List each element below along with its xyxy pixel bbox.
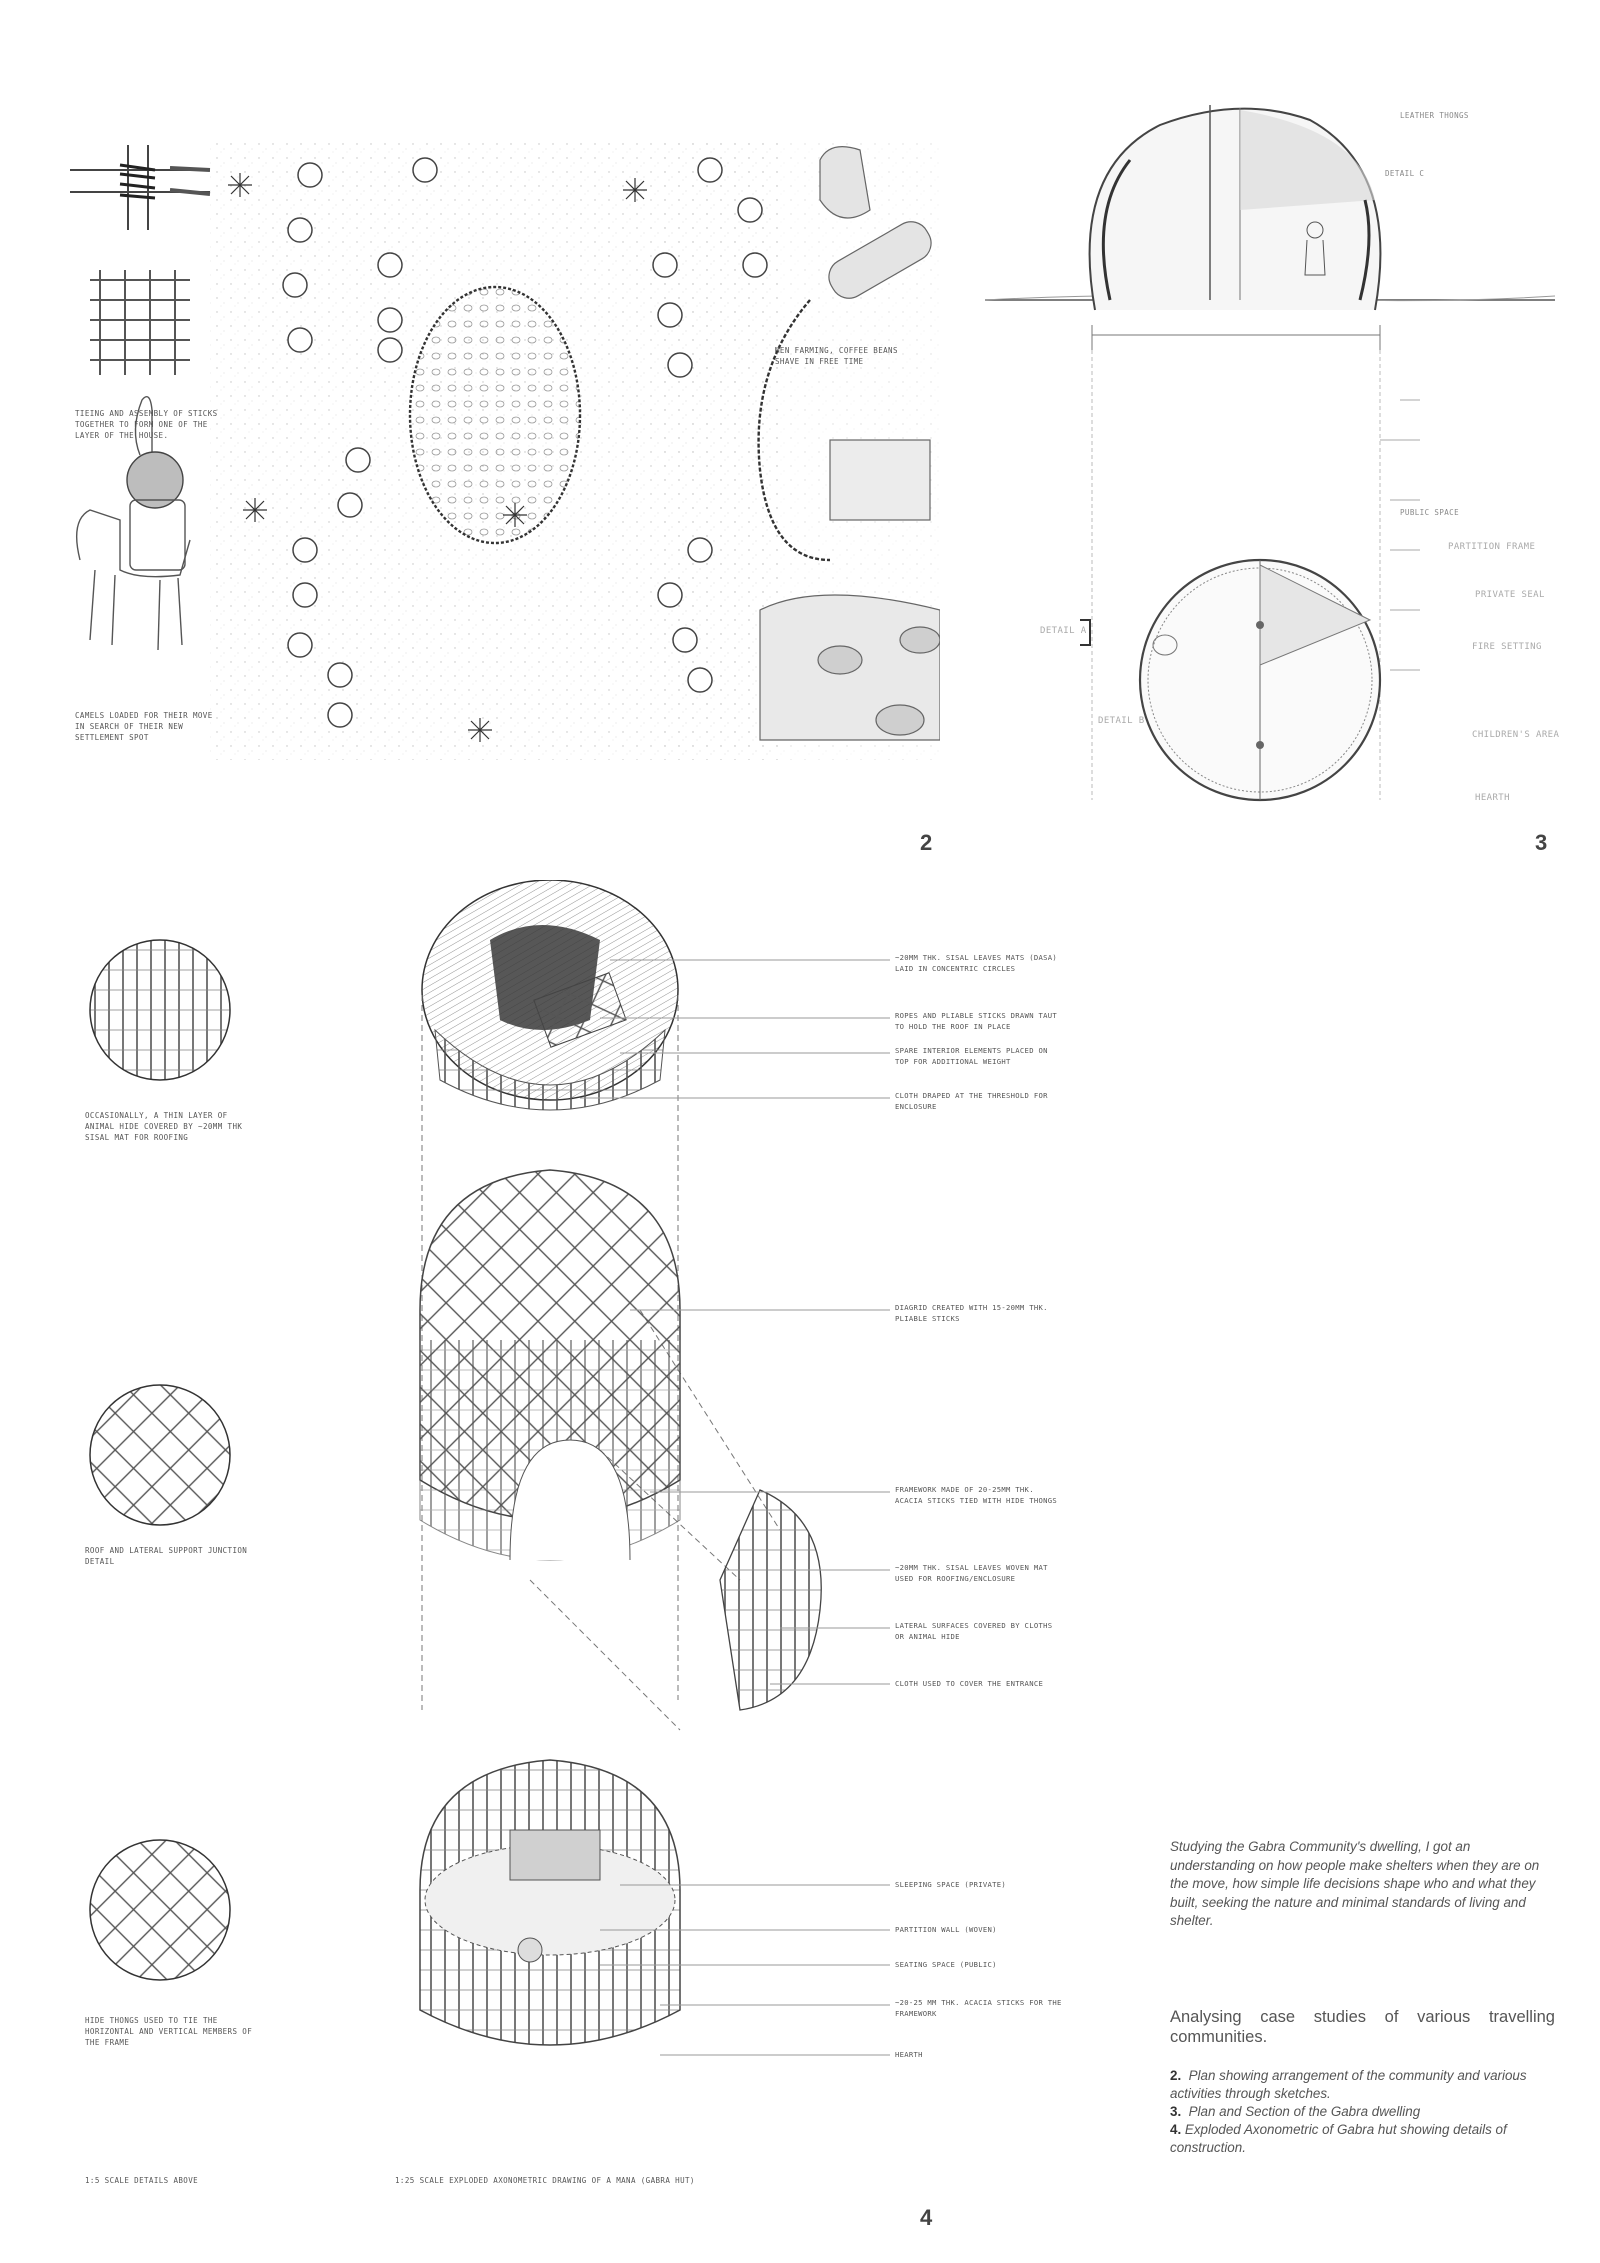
callout-spare-elements: SPARE INTERIOR ELEMENTS PLACED ON TOP FOR ADDITIONAL WEIGHT [895,1046,1048,1066]
callout-partition-wall: PARTITION WALL (WOVEN) [895,1925,997,1934]
legend-num: 4. [1170,2122,1182,2137]
camel-note: CAMELS LOADED FOR THEIR MOVE IN SEARCH OF THEIR NEW SETTLEMENT SPOT [75,711,213,742]
panel-4-exploded-axonometric [60,880,1080,2220]
callout-entrance-cloth: CLOTH USED TO COVER THE ENTRANCE [895,1679,1044,1688]
legend-item-2 [1170,2067,1555,2103]
free-time-note: MEN FARMING, COFFEE BEANS SHAVE IN FREE TIME [775,346,898,366]
label-detail-b: DETAIL B [1098,716,1145,726]
subtitle: Analysing case studies of various travelling communities. [1170,2008,1555,2046]
label-hearth: HEARTH [1475,793,1510,803]
callout-lateral-surfaces: LATERAL SURFACES COVERED BY CLOTHS OR ANIMAL HIDE [895,1621,1053,1641]
label-leather-thongs: LEATHER THONGS [1400,111,1469,120]
label-childrens-area: CHILDREN'S AREA [1472,730,1560,740]
detail-note-3: HIDE THONGS USED TO TIE THE HORIZONTAL AND VERTICAL MEMBERS OF THE FRAME [85,2016,253,2047]
section-dome [1090,109,1381,310]
detail-circles [90,940,230,1980]
legend-num: 2. [1170,2068,1182,2083]
lattice-sketch [90,270,190,375]
callout-sleeping-space: SLEEPING SPACE (PRIVATE) [895,1880,1007,1889]
callout-hearth: HEARTH [895,2050,923,2059]
scale-note-details: 1:5 SCALE DETAILS ABOVE [85,2176,199,2185]
figure-legend [1170,2067,1555,2157]
panel-2-site-plan [60,140,940,760]
callout-seating-space: SEATING SPACE (PUBLIC) [895,1960,997,1969]
legend-text: Plan and Section of the Gabra dwelling [1188,2104,1421,2119]
legend-item-4 [1170,2121,1555,2157]
label-private-seal: PRIVATE SEAL [1475,590,1545,600]
detail-note-1: OCCASIONALLY, A THIN LAYER OF ANIMAL HIDE COVERED BY ~20MM THK SISAL MAT FOR ROOFING [85,1111,243,1142]
legend-text: Plan showing arrangement of the community and various activities through sketches. [1170,2068,1527,2101]
figure-number-3: 3 [1535,830,1548,855]
site-plan-sketch [60,140,940,760]
callout-woven-mat: ~20MM THK. SISAL LEAVES WOVEN MAT USED FOR ROOFING/ENCLOSURE [895,1563,1048,1583]
detail-note-2: ROOF AND LATERAL SUPPORT JUNCTION DETAIL [85,1546,248,1566]
label-detail-c: DETAIL C [1385,169,1425,178]
callout-cloth-threshold: CLOTH DRAPED AT THE THRESHOLD FOR ENCLOSURE [895,1091,1048,1111]
legend-item-3 [1170,2103,1555,2121]
panel-3-section-plan [980,60,1560,820]
callout-diagrid: DIAGRID CREATED WITH 15-20MM THK. PLIABLE STICKS [895,1303,1048,1323]
callout-ropes: ROPES AND PLIABLE STICKS DRAWN TAUT TO HOLD THE ROOF IN PLACE [895,1011,1057,1031]
central-enclosure [410,287,580,543]
callout-sisal-mats: ~20MM THK. SISAL LEAVES MATS (DASA) LAID IN CONCENTRIC CIRCLES [895,953,1057,973]
callout-acacia-sticks: ~20-25 MM THK. ACACIA STICKS FOR THE FRAMEWORK [895,1998,1062,2018]
scale-note-axonometric: 1:25 SCALE EXPLODED AXONOMETRIC DRAWING OF A MANA (GABRA HUT) [395,2176,695,2185]
label-detail-a: DETAIL A [1040,626,1087,636]
section-plan-drawing [980,60,1560,820]
label-fire-setting: FIRE SETTING [1472,642,1542,652]
callout-framework: FRAMEWORK MADE OF 20-25MM THK. ACACIA STICKS TIED WITH HIDE THONGS [895,1485,1057,1505]
label-partition-frame: PARTITION FRAME [1448,542,1536,552]
legend-text: Exploded Axonometric of Gabra hut showing details of construction. [1170,2122,1507,2155]
tie-detail-sketch [70,145,210,230]
essay-paragraph: Studying the Gabra Community's dwelling, I got an understanding on how people make shelters when they are on the move, how simple life decisions shape who and what they built, seeking the nature and minimal standards of living and shelter. [1170,1839,1540,1928]
figure-number-4: 4 [920,2205,933,2230]
tie-note: TIEING AND ASSEMBLY OF STICKS TOGETHER TO FORM ONE OF THE LAYER OF THE HOUSE. [75,409,218,440]
figure-number-2: 2 [920,830,933,855]
legend-num: 3. [1170,2104,1182,2119]
label-public-space: PUBLIC SPACE [1400,508,1459,517]
side-mat-layer [720,1490,821,1710]
